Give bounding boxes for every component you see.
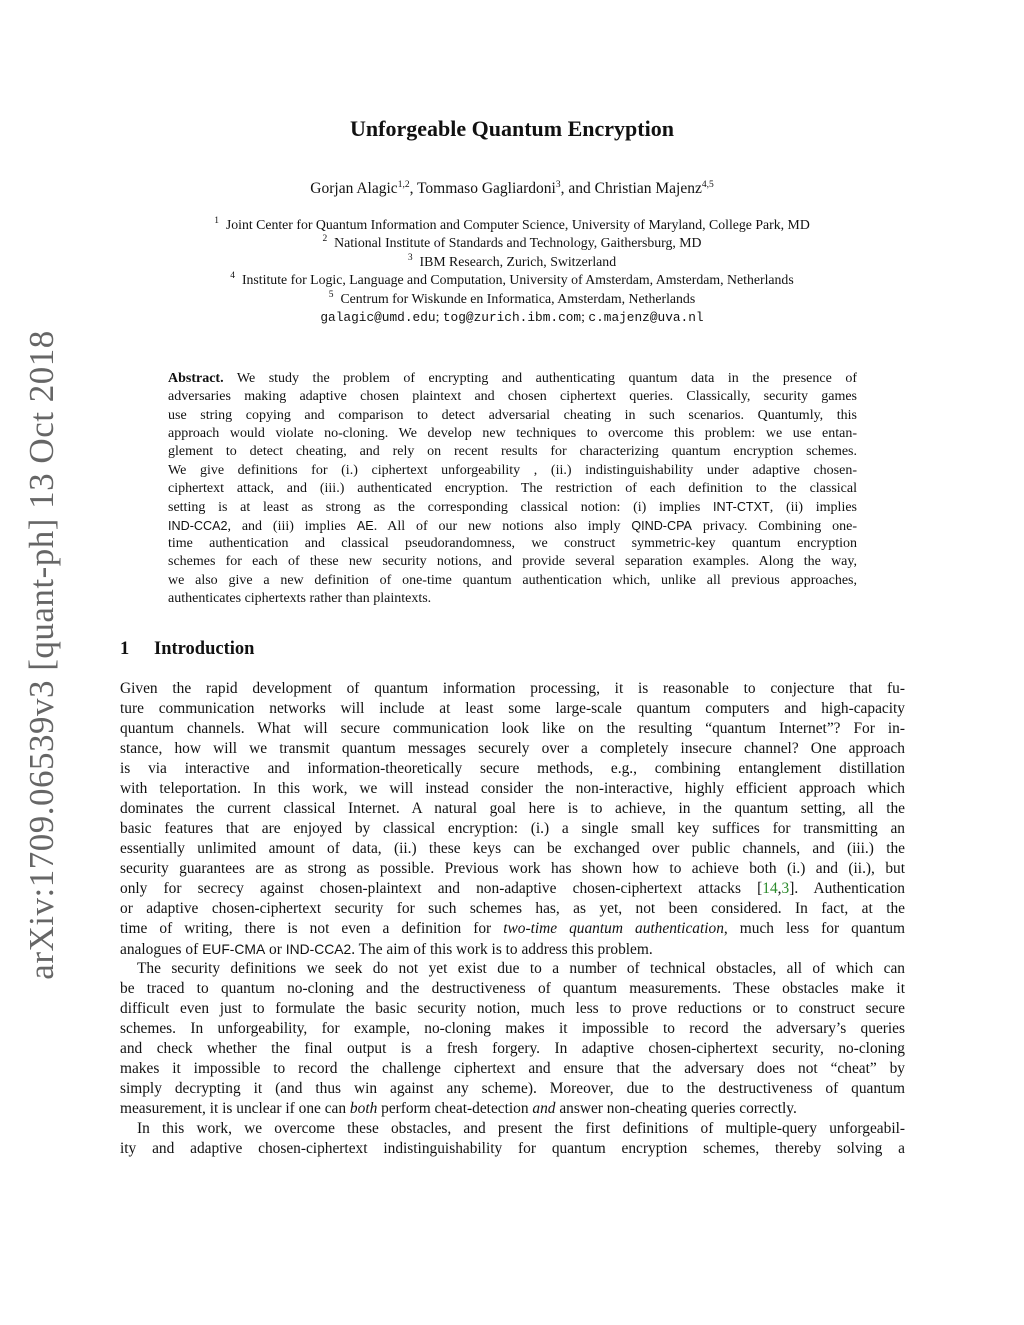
text-span: measurement, it is unclear if one can xyxy=(120,1100,350,1117)
affiliation xyxy=(0,234,1024,252)
text-line: schemes. In unforgeability, for example, no-cloning makes it impossible to record the adversary’s queries xyxy=(120,1020,905,1037)
affiliation-text: Institute for Logic, Language and Computation, University of Amsterdam, Amsterdam, Netherlands xyxy=(241,272,794,288)
affiliation-text: National Institute of Standards and Technology, Gaithersburg, MD xyxy=(334,235,702,251)
text-line: stance, how will we transmit quantum messages securely over a completely insecure channel? One approach xyxy=(120,740,905,757)
paragraph xyxy=(120,959,905,1119)
text-line: glement to detect cheating, and rely on recent results for characterizing quantum encryption schemes. xyxy=(168,444,857,460)
citation-link[interactable]: 14 xyxy=(762,880,778,897)
notion-name: EUF-CMA xyxy=(202,941,266,957)
affiliation-number: 3 xyxy=(407,252,413,263)
emphasis: two-time quantum authentication xyxy=(503,920,724,937)
text-line: ciphertext attack, and (iii.) authenticated encryption. The restriction of each definition to the classical xyxy=(168,481,857,497)
email-address: galagic@umd.edu xyxy=(320,310,436,326)
citation-link[interactable]: 3 xyxy=(781,880,790,897)
text-span: analogues of xyxy=(120,941,203,958)
section-title: Introduction xyxy=(154,639,255,659)
author-affiliation-mark: 1,2 xyxy=(397,180,410,190)
author-name: Christian Majenz xyxy=(594,180,702,197)
text-line xyxy=(120,919,905,939)
text-line xyxy=(120,939,905,959)
text-line: we also give a new definition of one-time quantum authentication which, unlike all previous approaches, xyxy=(168,572,857,588)
text-line: essentially unlimited amount of data, (ii.) these keys can be exchanged over public channels, and (iii.) the xyxy=(120,840,905,857)
text-span: , and (iii) implies xyxy=(227,518,357,534)
emails xyxy=(0,308,1024,327)
text-line: or adaptive chosen-ciphertext security for such schemes has, as yet, not been considered. In fact, at the xyxy=(120,900,905,917)
affiliation-text: Joint Center for Quantum Information and Computer Science, University of Maryland, College Park, MD xyxy=(225,217,810,232)
introduction-body xyxy=(120,679,905,1159)
paper-title: Unforgeable Quantum Encryption xyxy=(350,116,674,141)
text-line: dominates the current classical Internet. A natural goal here is to achieve, in the quantum setting, all the xyxy=(120,800,905,817)
email-separator: ; xyxy=(581,309,589,325)
text-line: ture communication networks will include at least some large-scale quantum computers and high-capacity xyxy=(120,700,905,717)
abstract xyxy=(168,370,857,608)
emphasis: and xyxy=(532,1100,556,1117)
text-line: adversaries making adaptive chosen plaintext and chosen ciphertext queries. Classically, security games xyxy=(168,389,857,405)
text-line: We give definitions for (i.) ciphertext unforgeability , (ii.) indistinguishability under adaptive chosen- xyxy=(168,462,857,478)
text-line: with teleportation. In this work, we will instead consider the non-interactive, highly efficient approach which xyxy=(120,780,905,797)
text-line xyxy=(168,517,857,535)
affiliation-number: 5 xyxy=(328,289,334,300)
email-address: c.majenz@uva.nl xyxy=(588,310,704,326)
text-line: be traced to quantum no-cloning and the destructiveness of quantum measurements. These obstacles make it xyxy=(120,980,905,997)
text-span: only for secrecy against chosen-plaintext and non-adaptive chosen-ciphertext attacks [ xyxy=(120,880,763,897)
text-line: and check whether the final output is a fresh forgery. In adaptive chosen-ciphertext security, no-cloning xyxy=(120,1040,905,1057)
text-line: The security definitions we seek do not yet exist due to a number of technical obstacles, all of which can xyxy=(137,960,905,977)
notion-name: AE xyxy=(356,518,374,533)
text-span: , much less for quantum xyxy=(723,920,905,937)
text-span: perform cheat-detection xyxy=(377,1100,533,1117)
affiliations xyxy=(0,216,1024,327)
author-affiliation-mark: 3 xyxy=(555,180,561,190)
text-line: security guarantees are as strong as possible. Previous work has shown how to achieve both (i.) and (ii.), but xyxy=(120,860,905,877)
text-line xyxy=(168,370,857,388)
abstract-label: Abstract. xyxy=(168,371,224,386)
text-span: , xyxy=(777,880,782,897)
affiliation-number: 1 xyxy=(214,216,219,226)
notion-name: IND-CCA2 xyxy=(168,518,228,533)
text-span: answer non-cheating queries correctly. xyxy=(555,1100,797,1117)
author-affiliation-mark: 4,5 xyxy=(701,180,714,190)
text-line xyxy=(120,1099,905,1119)
author-separator: , and xyxy=(560,180,595,197)
paragraph xyxy=(120,679,905,959)
paragraph xyxy=(120,1119,905,1159)
text-span: We study the problem of encrypting and authenticating quantum data in the presence of xyxy=(223,371,857,386)
author-name: Gorjan Alagic xyxy=(310,180,398,197)
section-heading xyxy=(120,639,254,660)
emphasis: both xyxy=(349,1100,378,1117)
email-separator: ; xyxy=(435,309,443,325)
text-line: In this work, we overcome these obstacles, and present the first definitions of multiple-query unforgeabil- xyxy=(137,1120,905,1137)
author-name: Tommaso Gagliardoni xyxy=(417,180,556,197)
text-span: . All of our new notions also imply xyxy=(373,518,632,534)
affiliation xyxy=(0,290,1024,308)
affiliation-number: 4 xyxy=(230,271,236,282)
section-number: 1 xyxy=(120,639,130,659)
notion-name: INT-CTXT xyxy=(713,500,770,515)
arxiv-stamp: arXiv:1709.06539v3 [quant-ph] 13 Oct 2018 xyxy=(22,330,61,980)
text-line: schemes for each of these new security notions, and provide several separation examples. Along the way, xyxy=(168,554,857,570)
text-line: simply decrypting it (and thus win against any scheme). Moreover, due to the destructiveness of quantum xyxy=(120,1080,905,1097)
text-line: difficult even just to formulate the basic security notion, much less to prove reductions or to construct secure xyxy=(120,1000,905,1017)
text-span: or xyxy=(265,941,286,958)
email-address: tog@zurich.ibm.com xyxy=(442,310,582,326)
text-span: setting is at least as strong as the corresponding classical notion: (i) implies xyxy=(168,500,714,516)
text-line: time authentication and classical pseudorandomness, we construct symmetric-key quantum encryption xyxy=(168,536,857,552)
affiliation-number: 2 xyxy=(322,234,328,245)
text-span: ]. Authentication xyxy=(789,880,905,897)
text-line: makes it impossible to record the challenge ciphertext and ensure that the adversary does not “cheat” by xyxy=(120,1060,905,1077)
text-line: ity and adaptive chosen-ciphertext indistinguishability for quantum encryption schemes, thereby solving a xyxy=(120,1140,905,1157)
text-line: approach would violate no-cloning. We develop new techniques to overcome this problem: we use entan- xyxy=(168,426,857,442)
text-line: quantum channels. What will secure communication look like on the resulting “quantum Internet”? For in- xyxy=(120,720,905,737)
text-line xyxy=(120,879,905,899)
affiliation xyxy=(0,253,1024,271)
notion-name: IND-CCA2 xyxy=(285,941,352,957)
affiliation xyxy=(0,271,1024,289)
text-span: time of writing, there is not even a definition for xyxy=(120,920,504,937)
author-separator: , xyxy=(409,180,418,197)
text-span: privacy. Combining one- xyxy=(691,518,857,534)
affiliation-text: Centrum for Wiskunde en Informatica, Amsterdam, Netherlands xyxy=(340,290,696,306)
text-line: basic features that are enjoyed by classical encryption: (i.) a single small key suffices for transmitting an xyxy=(120,820,905,837)
text-line: use string copying and comparison to detect adversarial cheating in such scenarios. Quantumly, this xyxy=(168,407,857,423)
text-line xyxy=(168,498,857,516)
affiliation xyxy=(0,216,1024,234)
text-line: authenticates ciphertexts rather than plaintexts. xyxy=(168,591,432,607)
author-list xyxy=(0,180,1024,198)
text-span: , (ii) implies xyxy=(769,500,857,516)
text-span: . The aim of this work is to address this problem. xyxy=(351,941,653,958)
text-line: Given the rapid development of quantum information processing, it is reasonable to conjecture that fu- xyxy=(120,680,905,697)
affiliation-text: IBM Research, Zurich, Switzerland xyxy=(419,253,617,269)
text-line: is via interactive and information-theoretically secure methods, e.g., combining entanglement distillation xyxy=(120,760,905,777)
notion-name: QIND-CPA xyxy=(631,518,692,533)
